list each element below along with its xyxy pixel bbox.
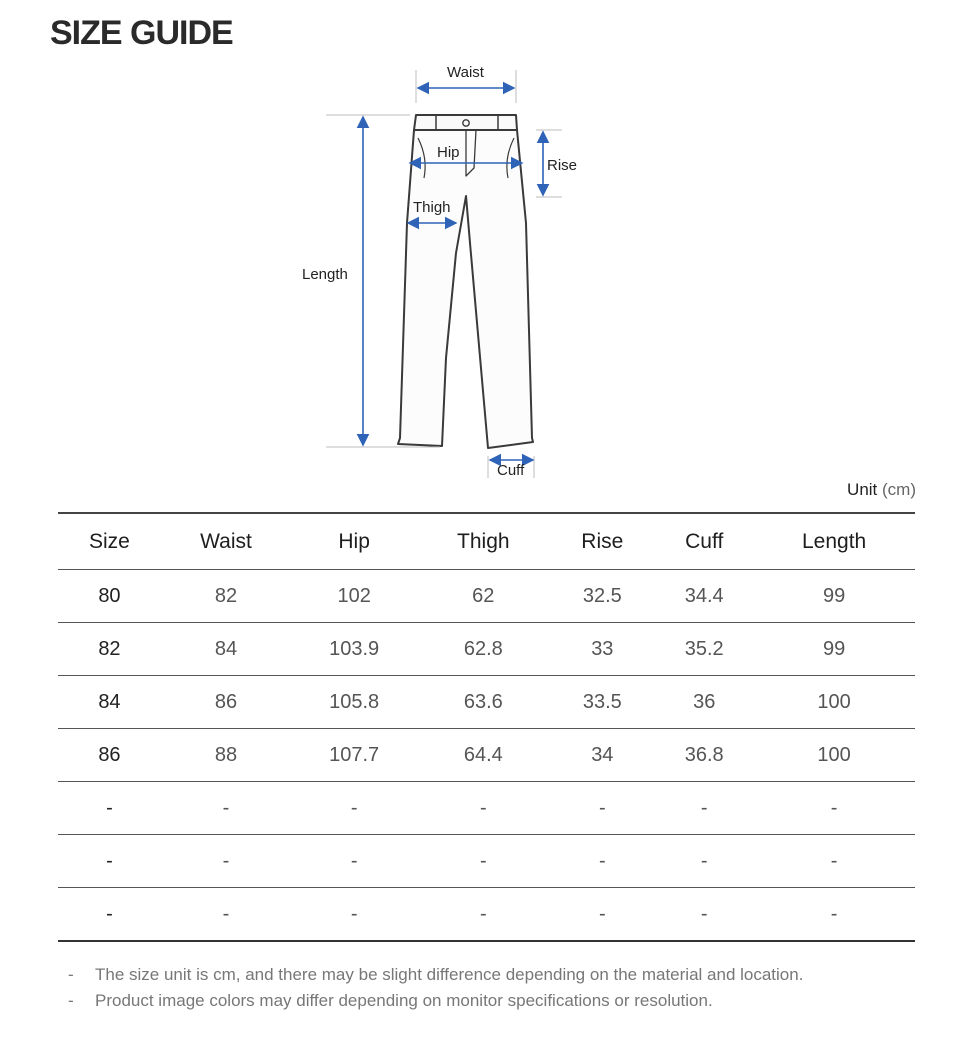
table-cell: 102 <box>291 570 417 623</box>
waist-label: Waist <box>447 64 484 81</box>
table-cell: 100 <box>753 729 915 782</box>
unit-value: (cm) <box>882 480 916 499</box>
table-cell: - <box>549 888 655 942</box>
table-cell: 84 <box>161 623 291 676</box>
size-cell: 82 <box>58 623 161 676</box>
length-label: Length <box>302 266 348 283</box>
pants-illustration <box>398 115 533 448</box>
table-cell: 86 <box>161 676 291 729</box>
size-cell: 86 <box>58 729 161 782</box>
table-cell: 34 <box>549 729 655 782</box>
note-item <box>68 962 803 988</box>
note-item <box>68 988 803 1014</box>
table-cell: - <box>753 888 915 942</box>
table-cell: 103.9 <box>291 623 417 676</box>
size-cell: - <box>58 888 161 942</box>
table-row <box>58 888 915 942</box>
table-row <box>58 676 915 729</box>
table-cell: 63.6 <box>417 676 549 729</box>
table-cell: - <box>753 782 915 835</box>
table-cell: - <box>549 835 655 888</box>
table-cell: - <box>655 782 753 835</box>
table-cell: 34.4 <box>655 570 753 623</box>
size-cell: 80 <box>58 570 161 623</box>
hip-label: Hip <box>437 144 460 161</box>
header-rise: Rise <box>549 513 655 570</box>
table-cell: 33 <box>549 623 655 676</box>
table-cell: 36 <box>655 676 753 729</box>
header-size: Size <box>58 513 161 570</box>
note-bullet: - <box>68 991 74 1010</box>
table-cell: 107.7 <box>291 729 417 782</box>
table-cell: - <box>549 782 655 835</box>
header-cuff: Cuff <box>655 513 753 570</box>
table-cell: - <box>161 835 291 888</box>
table-cell: 32.5 <box>549 570 655 623</box>
table-cell: 105.8 <box>291 676 417 729</box>
table-row <box>58 782 915 835</box>
table-cell: - <box>655 888 753 942</box>
note-text: The size unit is cm, and there may be slight difference depending on the material and location. <box>95 965 804 984</box>
table-cell: 82 <box>161 570 291 623</box>
table-cell: 62 <box>417 570 549 623</box>
header-hip: Hip <box>291 513 417 570</box>
size-cell: 84 <box>58 676 161 729</box>
size-table <box>58 512 915 942</box>
note-text: Product image colors may differ depending on monitor specifications or resolution. <box>95 991 713 1010</box>
header-waist: Waist <box>161 513 291 570</box>
header-length: Length <box>753 513 915 570</box>
page-title: SIZE GUIDE <box>50 14 233 52</box>
size-cell: - <box>58 835 161 888</box>
table-cell: - <box>291 782 417 835</box>
table-cell: - <box>291 835 417 888</box>
table-cell: - <box>291 888 417 942</box>
table-row <box>58 835 915 888</box>
header-thigh: Thigh <box>417 513 549 570</box>
table-cell: - <box>161 782 291 835</box>
table-cell: - <box>655 835 753 888</box>
table-cell: 100 <box>753 676 915 729</box>
thigh-label: Thigh <box>413 199 451 216</box>
cuff-label: Cuff <box>497 462 525 479</box>
table-cell: 33.5 <box>549 676 655 729</box>
table-row <box>58 729 915 782</box>
table-cell: 64.4 <box>417 729 549 782</box>
table-cell: 35.2 <box>655 623 753 676</box>
table-row <box>58 570 915 623</box>
table-cell: - <box>161 888 291 942</box>
size-cell: - <box>58 782 161 835</box>
table-cell: - <box>417 782 549 835</box>
table-cell: 99 <box>753 570 915 623</box>
note-bullet: - <box>68 965 74 984</box>
table-row <box>58 623 915 676</box>
rise-label: Rise <box>547 157 578 174</box>
table-cell: 88 <box>161 729 291 782</box>
table-cell: - <box>417 888 549 942</box>
table-cell: 99 <box>753 623 915 676</box>
unit-indicator <box>847 480 916 500</box>
pants-measurement-diagram <box>290 58 610 503</box>
table-cell: - <box>753 835 915 888</box>
table-header-row <box>58 513 915 570</box>
table-cell: - <box>417 835 549 888</box>
table-cell: 36.8 <box>655 729 753 782</box>
table-cell: 62.8 <box>417 623 549 676</box>
unit-label: Unit <box>847 480 878 499</box>
notes-list <box>68 962 803 1014</box>
